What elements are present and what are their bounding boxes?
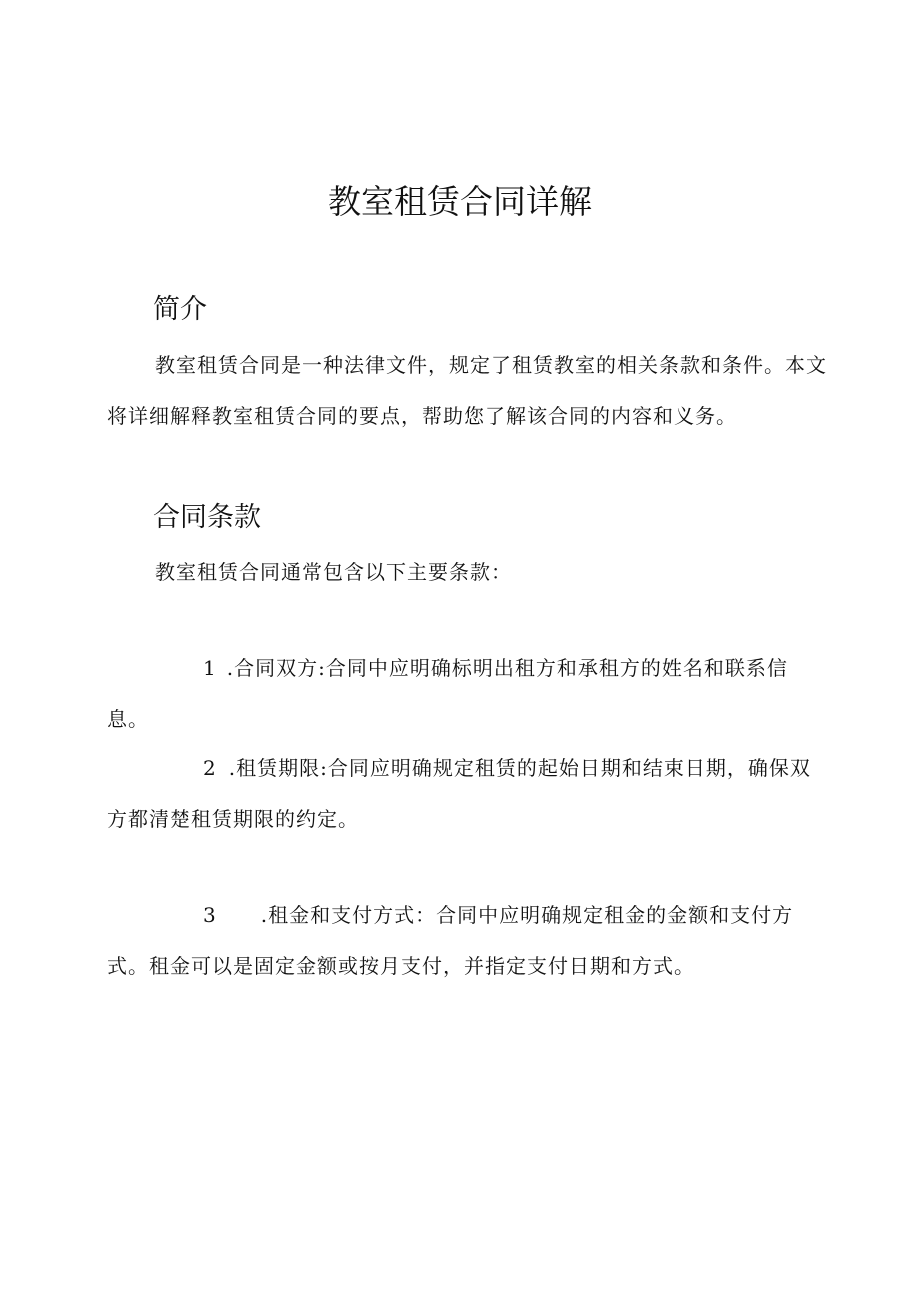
- intro-paragraph: 教室租赁合同是一种法律文件，规定了租赁教室的相关条款和条件。本文将详细解释教室租赁合同的要点，帮助您了解该合同的内容和义务。: [107, 353, 827, 428]
- list-item-text: .合同双方:合同中应明确标明出租方和承租方的姓名和联系信息。: [107, 656, 788, 731]
- list-item-term: [107, 743, 827, 845]
- section-heading-terms: 合同条款: [153, 502, 261, 533]
- list-item-text: .租金和支付方式：合同中应明确规定租金的金额和支付方式。租金可以是固定金额或按月支付，并指定支付日期和方式。: [107, 903, 794, 978]
- list-item-parties: [107, 643, 827, 745]
- list-item-text: .租赁期限:合同应明确规定租赁的起始日期和结束日期，确保双方都清楚租赁期限的约定。: [107, 756, 811, 831]
- list-item-number: 3: [203, 903, 217, 927]
- document-title: 教室租赁合同详解: [328, 182, 592, 221]
- section-heading-intro: 简介: [153, 294, 207, 325]
- terms-intro-paragraph: 教室租赁合同通常包含以下主要条款：: [155, 560, 512, 584]
- list-item-number: 1: [203, 656, 217, 680]
- list-item-number: 2: [203, 756, 217, 780]
- list-item-rent: [107, 890, 827, 992]
